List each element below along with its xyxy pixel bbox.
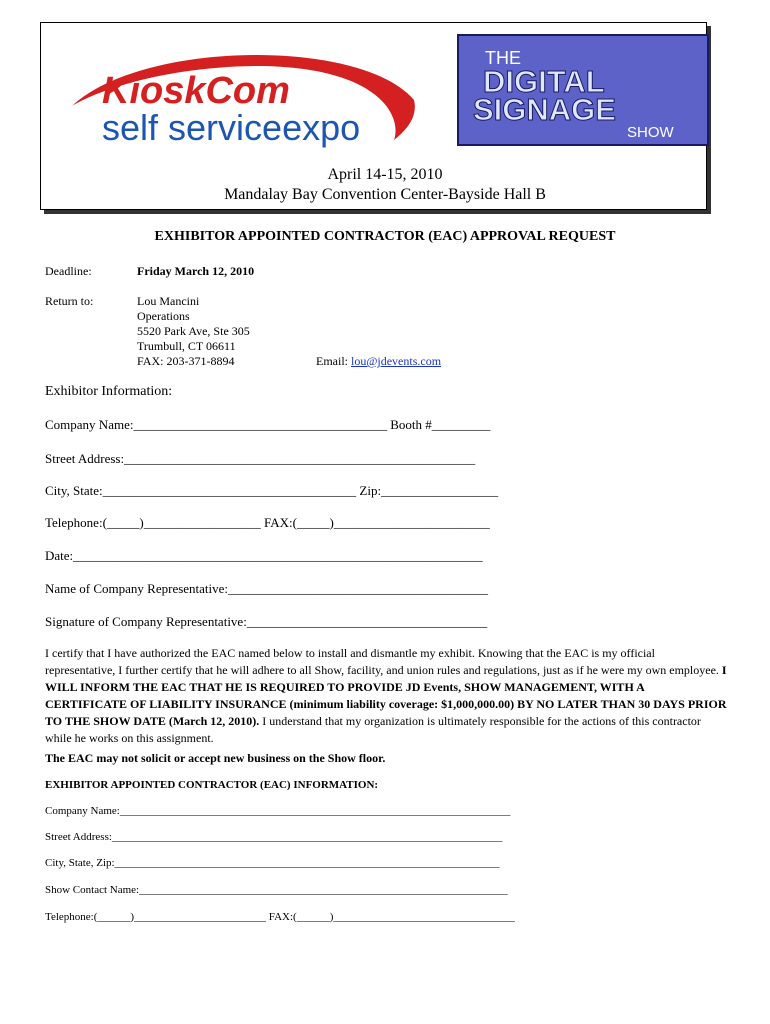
exhibitor-date-field[interactable]: Date:_______________________________________________________________ bbox=[45, 548, 483, 563]
ds-line4: SHOW bbox=[627, 124, 674, 141]
return-to-label: Return to: bbox=[45, 294, 94, 308]
eac-contact-field[interactable]: Show Contact Name:___________________________________________________________________ bbox=[45, 884, 508, 896]
eac-telephone-field[interactable]: Telephone:(______)________________________ FAX:(______)_________________________________ bbox=[45, 911, 515, 923]
exhibitor-city-field[interactable]: City, State:_______________________________________ Zip:__________________ bbox=[45, 483, 499, 498]
ds-line2: DIGITAL bbox=[483, 64, 605, 99]
certify-text-2: I understand that my organization is ultimately responsible for the actions of this contractor while he works on this assignment. bbox=[45, 714, 701, 745]
exhibitor-company-field[interactable]: Company Name:_______________________________________ Booth #_________ bbox=[45, 417, 491, 432]
exhibitor-street-field[interactable]: Street Address:______________________________________________________ bbox=[45, 451, 476, 466]
return-line-5: FAX: 203-371-8894 bbox=[137, 354, 235, 368]
kioskcom-logo bbox=[62, 48, 420, 158]
email-link[interactable]: lou@jdevents.com bbox=[351, 354, 442, 368]
deadline-label: Deadline: bbox=[45, 264, 92, 278]
logo-tagline-b: expo bbox=[282, 107, 361, 148]
return-line-1: Lou Mancini bbox=[137, 294, 200, 308]
return-line-2: Operations bbox=[137, 309, 190, 323]
exhibitor-heading: Exhibitor Information: bbox=[45, 384, 173, 399]
eac-company-field[interactable]: Company Name:_______________________________________________________________________ bbox=[45, 805, 511, 817]
logo-tagline-a: self service bbox=[102, 107, 283, 148]
rep-name-field[interactable]: Name of Company Representative:________________________________________ bbox=[45, 581, 489, 596]
email-label: Email: bbox=[316, 354, 351, 368]
return-line-4: Trumbull, CT 06611 bbox=[137, 339, 236, 353]
deadline-value: Friday March 12, 2010 bbox=[137, 264, 255, 278]
ds-line3: SIGNAGE bbox=[473, 92, 616, 127]
event-venue: Mandalay Bay Convention Center-Bayside Hall B bbox=[224, 186, 546, 203]
return-line-3: 5520 Park Ave, Ste 305 bbox=[137, 324, 250, 338]
eac-street-field[interactable]: Street Address:_______________________________________________________________________ bbox=[45, 831, 503, 843]
certify-text-1: I certify that I have authorized the EAC named below to install and dismantle my exhibit. Knowing that the EAC is my official representative, I further certify that he will adhere to all Show, facility, and union rules and regulations, just as if he were my own employee. bbox=[45, 646, 722, 677]
certify-bold: I WILL INFORM THE EAC THAT HE IS REQUIRED TO PROVIDE JD Events, SHOW MANAGEMENT, WITH A CERTIFICATE OF LIABILITY INSURANCE (minimum liability coverage: $1,000,000.00) BY NO LATER THAN 30 DAYS PRIOR TO THE SHOW DATE (March 12, 2010). bbox=[45, 663, 727, 728]
notice: The EAC may not solicit or accept new business on the Show floor. bbox=[45, 751, 386, 765]
svg-text:self serviceexpo bbox=[102, 107, 360, 148]
exhibitor-telephone-field[interactable]: Telephone:(_____)__________________ FAX:(_____)________________________ bbox=[45, 515, 490, 530]
event-date: April 14-15, 2010 bbox=[327, 166, 443, 183]
ds-line1: THE bbox=[485, 48, 521, 68]
eac-heading: EXHIBITOR APPOINTED CONTRACTOR (EAC) INFORMATION: bbox=[45, 779, 379, 791]
eac-city-field[interactable]: City, State, Zip:______________________________________________________________________ bbox=[45, 857, 500, 869]
email-row bbox=[316, 354, 441, 369]
rep-signature-field[interactable]: Signature of Company Representative:_____________________________________ bbox=[45, 614, 488, 629]
logo-brand: KioskCom bbox=[102, 70, 290, 112]
digital-signage-logo bbox=[457, 34, 709, 146]
form-title: EXHIBITOR APPOINTED CONTRACTOR (EAC) APPROVAL REQUEST bbox=[154, 229, 616, 244]
certify-paragraph bbox=[45, 645, 727, 747]
